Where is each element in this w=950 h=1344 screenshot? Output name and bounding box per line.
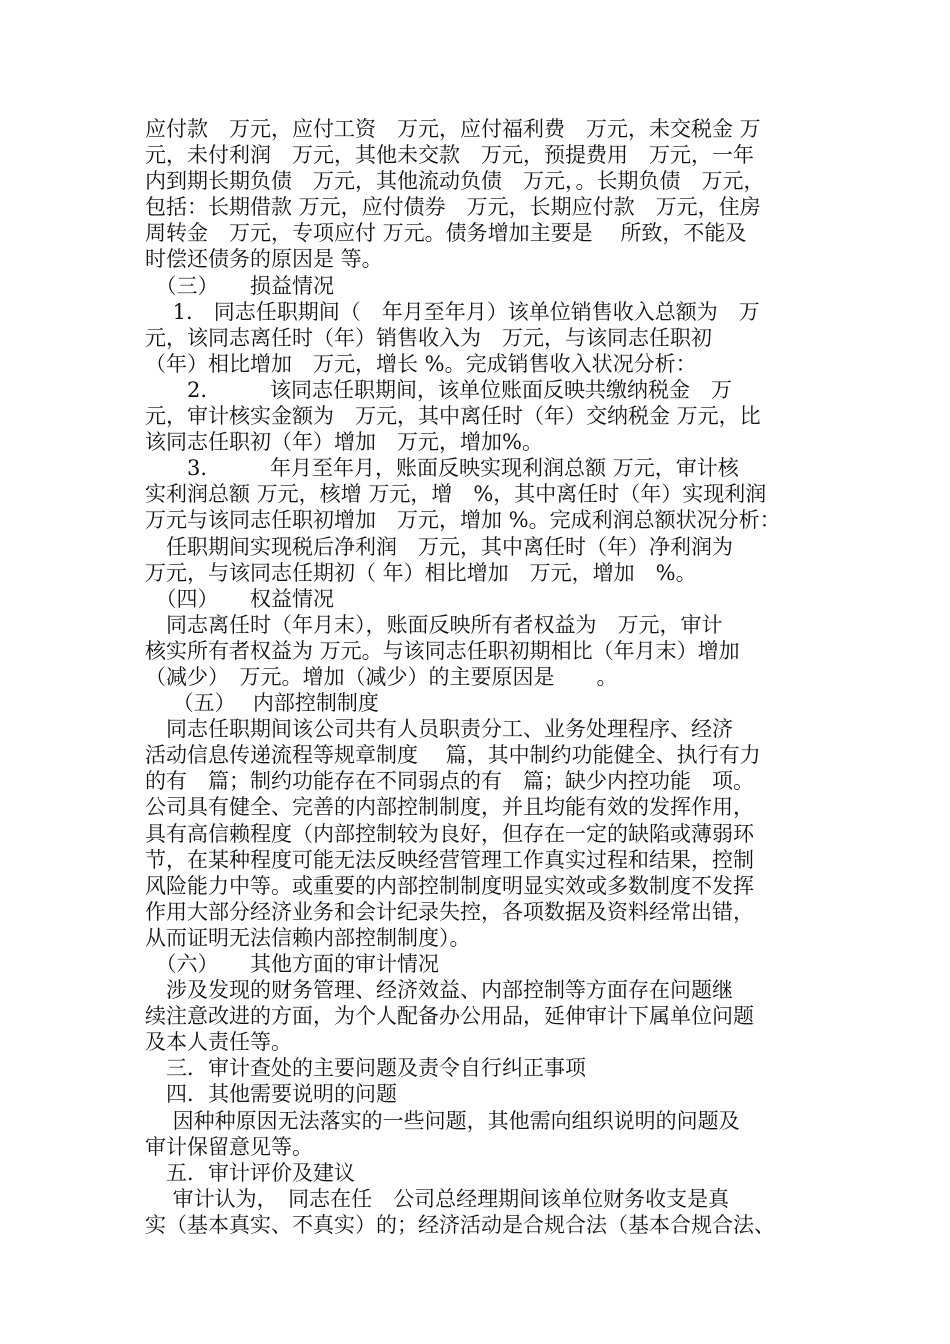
text-line: 万元与该同志任职初增加 万元，增加 %。完成利润总额状况分析： (145, 508, 781, 533)
text-line: 审计保留意见等。 (145, 1134, 313, 1159)
text-line: 涉及发现的财务管理、经济效益、内部控制等方面存在问题继 (145, 978, 733, 1003)
text-line: 从而证明无法信赖内部控制制度）。 (145, 925, 471, 950)
text-line: 1. 同志任职期间（ 年月至年月）该单位销售收入总额为 万 (145, 299, 760, 324)
text-line: 元，审计核实金额为 万元，其中离任时（年）交纳税金 万元，比 (145, 404, 761, 429)
text-line: 风险能力中等。或重要的内部控制制度明显实效或多数制度不发挥 (145, 873, 754, 898)
text-line: 及本人责任等。 (145, 1030, 292, 1055)
text-line: 的有 篇；制约功能存在不同弱点的有 篇；缺少内控功能 项。 (145, 769, 754, 794)
text-line: 具有高信赖程度（内部控制较为良好，但存在一定的缺陷或薄弱环 (145, 821, 754, 846)
text-line: 内到期长期负债 万元，其他流动负债 万元，。长期负债 万元， (145, 169, 765, 194)
text-line: 实（基本真实、不真实）的；经济活动是合规合法（基本合规合法、 (145, 1212, 775, 1237)
text-line: 审计认为， 同志在任 公司总经理期间该单位财务收支是真 (145, 1186, 730, 1211)
text-line: 公司具有健全、完善的内部控制制度，并且均能有效的发挥作用， (145, 795, 754, 820)
section-heading: 四．其他需要说明的问题 (145, 1082, 397, 1107)
text-line: 节，在某种程度可能无法反映经营管理工作真实过程和结果，控制 (145, 847, 754, 872)
text-line: （年）相比增加 万元，增长 %。完成销售收入状况分析： (145, 351, 697, 376)
text-line: 该同志任职初（年）增加 万元，增加%。 (145, 430, 543, 455)
section-heading: （六） 其他方面的审计情况 (145, 952, 439, 976)
text-line: 同志任职期间该公司共有人员职责分工、业务处理程序、经济 (145, 717, 733, 742)
document-page (145, 116, 825, 1238)
text-line: 3. 年月至年月，账面反映实现利润总额 万元，审计核 (145, 456, 739, 481)
text-line: 时偿还债务的原因是 等。 (145, 247, 383, 272)
text-line: 包括：长期借款 万元，应付债券 万元，长期应付款 万元，住房 (145, 195, 761, 220)
section-heading: （三） 损益情况 (145, 273, 334, 298)
text-line: 活动信息传递流程等规章制度 篇，其中制约功能健全、执行有力 (145, 743, 761, 768)
text-line: 2. 该同志任职期间，该单位账面反映共缴纳税金 万 (145, 377, 733, 402)
text-line: 续注意改进的方面，为个人配备办公用品，延伸审计下属单位问题 (145, 1004, 754, 1029)
text-line: 元，未付利润 万元，其他未交款 万元，预提费用 万元，一年 (145, 143, 754, 168)
text-line: 万元，与该同志任期初（ 年）相比增加 万元，增加 %。 (145, 560, 697, 585)
text-line: 元，该同志离任时（年）销售收入为 万元，与该同志任职初 (145, 325, 712, 350)
text-line: 作用大部分经济业务和会计纪录失控，各项数据及资料经常出错， (145, 899, 754, 924)
section-heading: （五） 内部控制制度 (145, 691, 379, 716)
text-line: 因种种原因无法落实的一些问题，其他需向组织说明的问题及 (145, 1108, 740, 1133)
text-line: （减少） 万元。增加（减少）的主要原因是 。 (145, 664, 618, 689)
section-heading: 五．审计评价及建议 (145, 1160, 355, 1185)
text-line: 应付款 万元，应付工资 万元，应付福利费 万元，未交税金 万 (145, 117, 761, 141)
text-line: 任职期间实现税后净利润 万元，其中离任时（年）净利润为 (145, 534, 733, 559)
text-line: 实利润总额 万元，核增 万元，增 %，其中离任时（年）实现利润 (145, 482, 767, 507)
text-line: 同志离任时（年月末），账面反映所有者权益为 万元，审计 (145, 612, 723, 637)
section-heading: 三．审计查处的主要问题及责令自行纠正事项 (145, 1056, 586, 1081)
section-heading: （四） 权益情况 (145, 586, 334, 611)
text-line: 核实所有者权益为 万元。与该同志任职初期相比（年月末）增加 (145, 638, 740, 663)
text-line: 周转金 万元，专项应付 万元。债务增加主要是 所致，不能及 (145, 221, 747, 246)
